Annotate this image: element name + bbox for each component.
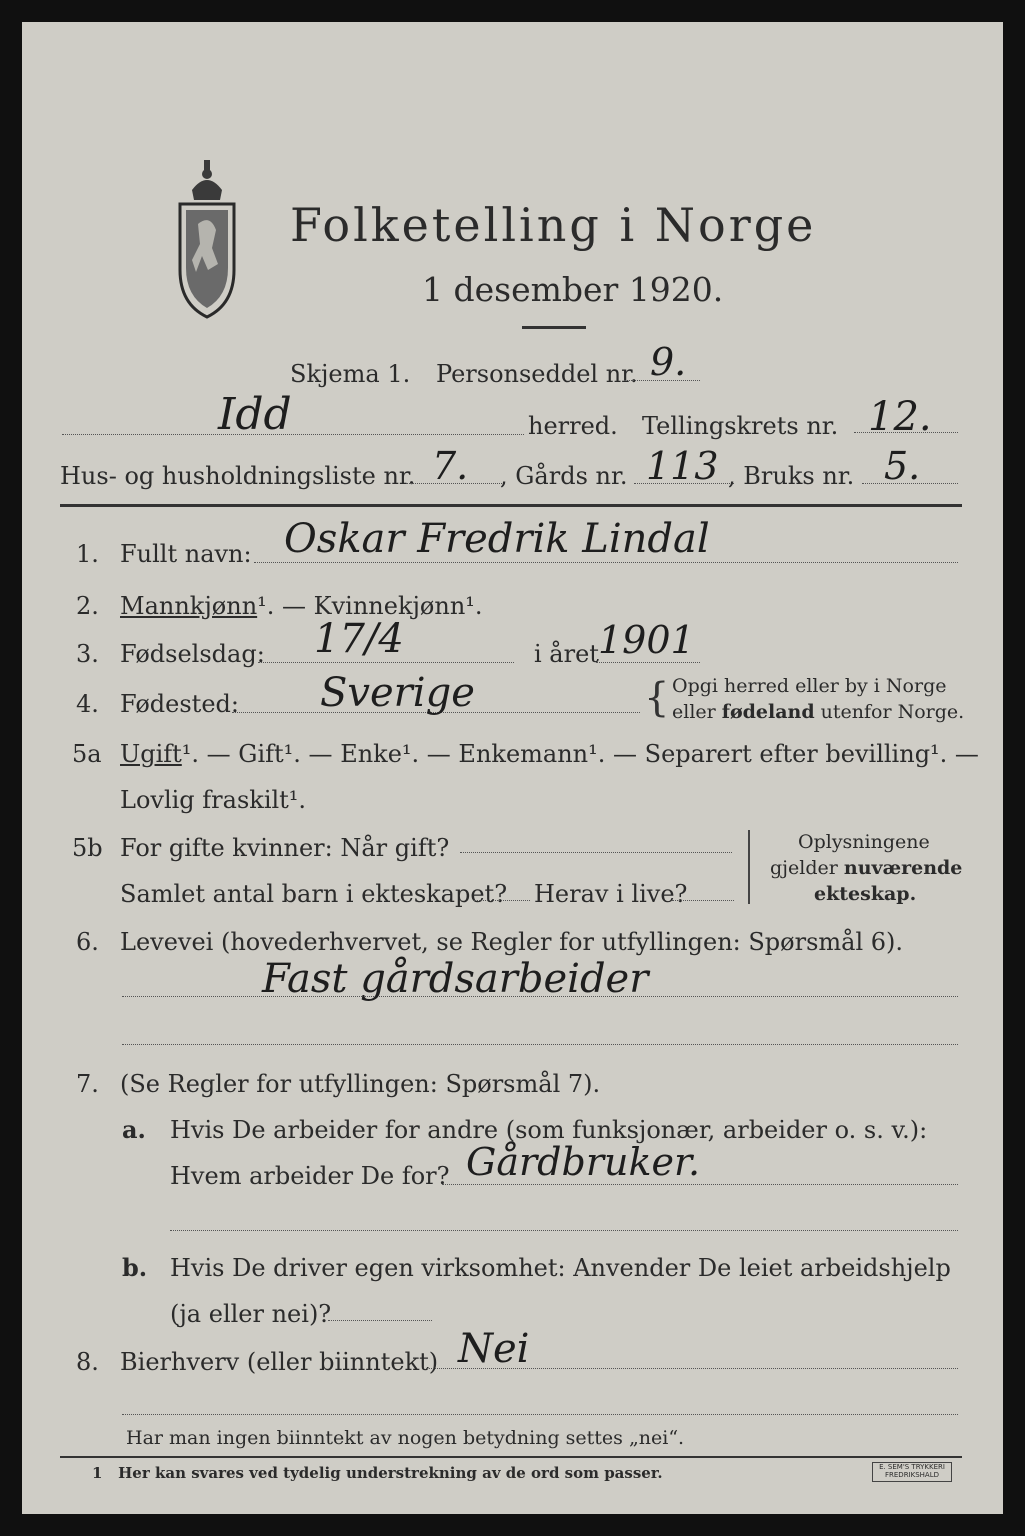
q2-end: . — [474, 592, 483, 620]
q5a-rest: ¹. — Gift¹. — Enke¹. — Enkemann¹. — Separert efter bevilling¹. — — [181, 740, 979, 768]
q5b-children-line — [474, 900, 530, 901]
q5b-number: 5b — [72, 834, 103, 862]
hus-label: Hus- og husholdningsliste nr. — [60, 462, 416, 490]
q6-line2 — [122, 1044, 958, 1045]
tellingskrets-value: 12. — [868, 394, 932, 440]
q5b-note2b: nuværende — [843, 857, 963, 879]
q2-options — [120, 592, 483, 620]
q5b-alive-line — [672, 900, 734, 901]
q8-number: 8. — [76, 1348, 99, 1376]
q3-year-line — [596, 662, 700, 663]
q7-number: 7. — [76, 1070, 99, 1098]
q1-value: Oskar Fredrik Lindal — [284, 516, 710, 562]
q2-sup2: ¹ — [465, 592, 475, 620]
herred-line — [62, 434, 524, 435]
q2-number: 2. — [76, 592, 99, 620]
q7b-line1: Hvis De driver egen virksomhet: Anvender De leiet arbeidshjelp — [170, 1254, 951, 1282]
q2-separator: . — Kvinnekjønn — [266, 592, 466, 620]
q5b-note3: ekteskap. — [814, 883, 917, 905]
q8-label: Bierhverv (eller biinntekt) — [120, 1348, 439, 1376]
form-date: 1 desember 1920. — [422, 270, 724, 309]
q5a-ugift-option: Ugift — [120, 740, 182, 768]
footer-divider — [60, 1456, 962, 1458]
q2-sup1: ¹ — [257, 592, 267, 620]
q4-note-line2b: fødeland — [721, 701, 815, 723]
q4-value: Sverige — [320, 670, 475, 716]
form-title: Folketelling i Norge — [290, 198, 817, 252]
gards-label: , Gårds nr. — [500, 462, 628, 490]
q4-number: 4. — [76, 690, 99, 718]
q5b-note1: Oplysningene — [798, 831, 930, 853]
q4-note-line2c: utenfor Norge. — [814, 701, 965, 723]
q7-label: (Se Regler for utfyllingen: Spørsmål 7). — [120, 1070, 601, 1098]
q3-value: 17/4 — [314, 616, 404, 662]
q4-note-line2 — [672, 700, 964, 724]
coat-of-arms-icon — [172, 152, 242, 332]
q5b-label: For gifte kvinner: Når gift? — [120, 834, 450, 862]
bruks-label: , Bruks nr. — [728, 462, 855, 490]
q4-brace: { — [644, 675, 670, 721]
q5b-note2 — [770, 856, 962, 880]
q7a-line — [442, 1184, 958, 1185]
hus-value: 7. — [432, 444, 469, 488]
q7b-line — [328, 1320, 432, 1321]
q3-year-value: 1901 — [598, 618, 695, 662]
q3-number: 3. — [76, 640, 99, 668]
q3-label: Fødselsdag: — [120, 640, 265, 668]
q5b-bracket-left — [748, 830, 750, 904]
q7a-line2-blank — [170, 1230, 958, 1231]
q8-value: Nei — [458, 1326, 530, 1372]
personseddel-label: Personseddel nr. — [436, 360, 638, 388]
q1-line — [254, 562, 958, 563]
q5a-line2: Lovlig fraskilt¹. — [120, 786, 307, 814]
title-divider — [522, 326, 586, 329]
q7b-line2: (ja eller nei)? — [170, 1300, 332, 1328]
footnote — [92, 1464, 663, 1482]
skjema-label: Skjema 1. — [290, 360, 411, 388]
q5b-line2b: Herav i live? — [534, 880, 688, 908]
stamp-line1: E. SEM'S TRYKKERI — [879, 1463, 945, 1471]
q6-label: Levevei (hovederhvervet, se Regler for utfyllingen: Spørsmål 6). — [120, 928, 904, 956]
census-form — [22, 22, 1003, 1514]
bruks-value: 5. — [884, 444, 921, 488]
q7a-line2: Hvem arbeider De for? — [170, 1162, 450, 1190]
printer-stamp — [872, 1462, 952, 1482]
q7a-value: Gårdbruker. — [466, 1140, 701, 1184]
footnote-text-b: tydelig understrekning av de ord som passer. — [283, 1464, 663, 1482]
herred-label: herred. — [528, 412, 618, 440]
q4-note-line2a: eller — [672, 701, 722, 723]
q5a-options — [120, 740, 979, 768]
q1-label: Fullt navn: — [120, 540, 252, 568]
q3-line — [258, 662, 514, 663]
q7b-letter: b. — [122, 1253, 148, 1282]
q7a-line1: Hvis De arbeider for andre (som funksjonær, arbeider o. s. v.): — [170, 1116, 928, 1144]
footer-note: Har man ingen biinntekt av nogen betydning settes „nei“. — [126, 1427, 685, 1449]
q6-number: 6. — [76, 928, 99, 956]
q1-number: 1. — [76, 540, 99, 568]
tellingskrets-label: Tellingskrets nr. — [642, 412, 839, 440]
q4-note-line1: Opgi herred eller by i Norge — [672, 675, 947, 697]
footnote-mark: 1 — [92, 1464, 103, 1482]
q6-value: Fast gårdsarbeider — [262, 956, 649, 1002]
q5a-number: 5a — [72, 740, 102, 768]
q5b-note2a: gjelder — [770, 857, 844, 879]
q8-line2 — [122, 1414, 958, 1415]
q5b-line2a: Samlet antal barn i ekteskapet? — [120, 880, 508, 908]
herred-value: Idd — [218, 389, 292, 440]
footnote-text-a: Her kan svares ved — [118, 1464, 284, 1482]
q4-label: Fødested: — [120, 690, 239, 718]
q5b-married-line — [460, 852, 732, 853]
q7a-letter: a. — [122, 1115, 146, 1144]
personseddel-value: 9. — [650, 340, 687, 384]
q3-year-label: i året — [534, 640, 599, 668]
stamp-line2: FREDRIKSHALD — [884, 1471, 939, 1479]
gards-value: 113 — [646, 444, 719, 488]
q2-male-option: Mannkjønn — [120, 592, 258, 620]
section-divider — [60, 504, 962, 507]
